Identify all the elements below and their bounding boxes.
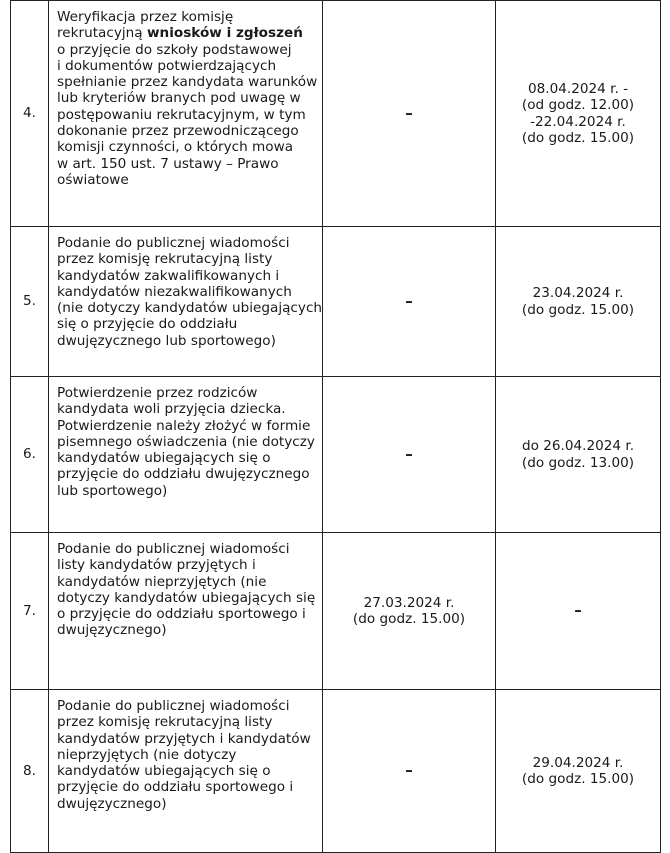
description-line — [57, 731, 316, 747]
description-text: dwujęzycznego) — [57, 795, 167, 812]
description-text: w art. 150 ust. 7 ustawy – Prawo — [57, 155, 279, 172]
description-text: Weryfikacja przez komisję — [57, 9, 234, 25]
description-text: kandydatów ubiegających się o — [57, 763, 271, 780]
description-line — [57, 107, 316, 123]
table-body — [11, 1, 661, 853]
not-applicable-dash: – — [574, 601, 582, 620]
description-line — [57, 434, 316, 450]
description-text: Podanie do publicznej wiadomości — [57, 235, 290, 251]
description-line — [57, 714, 316, 730]
description-line — [57, 25, 316, 41]
row-number: 8. — [11, 690, 49, 853]
first-stage-date — [323, 533, 496, 690]
description-line — [57, 401, 316, 417]
table-row — [11, 690, 661, 853]
date-line: 29.04.2024 r. — [532, 754, 624, 771]
second-stage-date — [496, 690, 661, 853]
description-line — [57, 385, 316, 401]
date-line: do 26.04.2024 r. — [521, 438, 635, 455]
row-number: 6. — [11, 377, 49, 533]
description-line — [57, 698, 316, 714]
date-line: 27.03.2024 r. — [363, 594, 455, 611]
description-text: przyjęcie do oddziału sportowego i — [57, 779, 294, 796]
date-line: (do godz. 15.00) — [521, 771, 635, 787]
description-line — [57, 139, 316, 155]
row-number: 7. — [11, 533, 49, 690]
description-line — [57, 172, 316, 188]
description-line — [57, 235, 316, 251]
table-row — [11, 533, 661, 690]
description-line — [57, 541, 316, 557]
table-row — [11, 377, 661, 533]
row-description — [49, 690, 323, 853]
description-line — [57, 466, 316, 482]
description-text: kandydatów zakwalifikowanych i — [57, 267, 280, 284]
description-line — [57, 284, 316, 300]
description-text: kandydatów ubiegających się o — [57, 450, 271, 467]
not-applicable-dash: – — [405, 444, 413, 463]
date-line: 08.04.2024 r. - — [527, 80, 629, 97]
description-text: lub kryteriów branych pod uwagę w — [57, 90, 301, 107]
description-line — [57, 747, 316, 763]
description-text: o przyjęcie do oddziału sportowego i — [57, 606, 306, 623]
description-line — [57, 622, 316, 638]
row-description — [49, 533, 323, 690]
not-applicable-dash: – — [405, 103, 413, 122]
date-line: (do godz. 13.00) — [521, 454, 635, 471]
description-text: przez komisję rekrutacyjną listy — [57, 714, 273, 731]
description-text: kandydatów nieprzyjętych (nie — [57, 573, 267, 590]
first-stage-date — [323, 227, 496, 377]
date-line: (do godz. 15.00) — [521, 301, 635, 318]
description-text: (nie dotyczy kandydatów ubiegających — [57, 300, 323, 317]
description-text: Podanie do publicznej wiadomości — [57, 541, 290, 557]
description-text: kandydatów przyjętych i kandydatów — [57, 730, 311, 747]
description-text: postępowaniu rekrutacyjnym, w tym — [57, 106, 306, 123]
description-text: dotyczy kandydatów ubiegających się — [57, 589, 316, 606]
description-line — [57, 483, 316, 499]
table-row — [11, 1, 661, 227]
description-text: przyjęcie do oddziału dwujęzycznego — [57, 466, 310, 483]
not-applicable-dash: – — [405, 291, 413, 310]
description-line — [57, 574, 316, 590]
description-text: i dokumentów potwierdzających — [57, 57, 277, 74]
row-description — [49, 227, 323, 377]
description-line — [57, 779, 316, 795]
description-text: nieprzyjętych (nie dotyczy — [57, 746, 237, 763]
description-line — [57, 300, 323, 317]
description-line — [57, 333, 316, 349]
description-text: kandydata woli przyjęcia dziecka. — [57, 401, 286, 418]
first-stage-date — [323, 1, 496, 227]
description-text: pisemnego oświadczenia (nie dotyczy — [57, 433, 315, 450]
description-line — [57, 123, 316, 139]
description-text: dwujęzycznego lub sportowego) — [57, 332, 276, 349]
second-stage-date — [496, 1, 661, 227]
row-number: 4. — [11, 1, 49, 227]
description-bold-text: wniosków i zgłoszeń — [146, 25, 303, 42]
date-line: (od godz. 12.00) — [521, 97, 635, 114]
row-description — [49, 1, 323, 227]
description-line — [57, 268, 316, 284]
description-text: się o przyjęcie do oddziału — [57, 316, 238, 333]
description-text: dwujęzycznego) — [57, 622, 167, 639]
row-description — [49, 377, 323, 533]
description-line — [57, 450, 316, 466]
description-text: kandydatów niezakwalifikowanych — [57, 283, 292, 300]
description-text: listy kandydatów przyjętych i — [57, 557, 256, 574]
description-text: spełnianie przez kandydata warunków — [57, 74, 318, 91]
second-stage-date — [496, 227, 661, 377]
description-text: dokonanie przez przewodniczącego — [57, 123, 299, 140]
description-line — [57, 557, 316, 573]
description-line — [57, 74, 316, 90]
description-text: lub sportowego) — [57, 482, 168, 499]
description-line — [57, 590, 316, 606]
description-line — [57, 606, 316, 622]
description-text: rekrutacyjną — [57, 25, 147, 42]
description-text: przez komisję rekrutacyjną listy — [57, 251, 273, 268]
description-text: o przyjęcie do szkoły podstawowej — [57, 41, 292, 58]
date-line: -22.04.2024 r. — [530, 113, 626, 130]
description-line — [57, 42, 316, 58]
description-text: Podanie do publicznej wiadomości — [57, 698, 290, 714]
row-number: 5. — [11, 227, 49, 377]
description-line — [57, 796, 316, 812]
description-line — [57, 58, 316, 74]
first-stage-date — [323, 690, 496, 853]
recruitment-schedule-table — [10, 0, 661, 853]
second-stage-date — [496, 377, 661, 533]
date-line: (do godz. 15.00) — [352, 611, 466, 627]
description-line — [57, 251, 316, 267]
description-line — [57, 418, 316, 434]
description-text: Potwierdzenie przez rodziców — [57, 385, 258, 401]
description-line — [57, 316, 316, 332]
description-text: Potwierdzenie należy złożyć w formie — [57, 417, 311, 434]
description-line — [57, 9, 316, 25]
first-stage-date — [323, 377, 496, 533]
description-text: komisji czynności, o których mowa — [57, 139, 294, 156]
date-line: 23.04.2024 r. — [532, 285, 624, 302]
table-row — [11, 227, 661, 377]
description-line — [57, 90, 316, 106]
date-line: (do godz. 15.00) — [521, 129, 635, 146]
description-line — [57, 156, 316, 172]
description-line — [57, 763, 316, 779]
not-applicable-dash: – — [405, 761, 413, 780]
description-text: oświatowe — [57, 171, 129, 188]
second-stage-date — [496, 533, 661, 690]
